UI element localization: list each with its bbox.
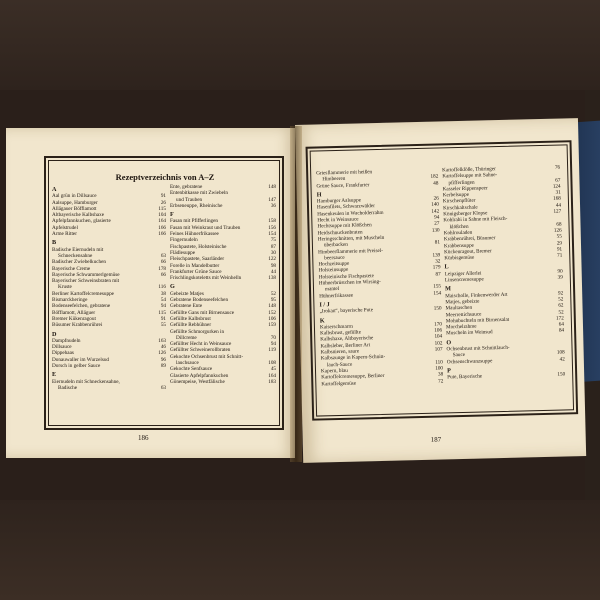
entry-title: Schneckensahne bbox=[58, 252, 93, 259]
entry-page: 106 bbox=[268, 315, 276, 322]
left-column-2 bbox=[170, 184, 276, 385]
entry-title: Frischlingskoteletts mit Weinhelln bbox=[170, 275, 242, 282]
index-entry bbox=[170, 203, 276, 209]
entry-title: Hechtsuppe mit Klößchen bbox=[317, 222, 372, 230]
entry-title: lauch-Sauce bbox=[326, 361, 353, 368]
entry-page: 72 bbox=[438, 377, 444, 385]
index-letter: I / J bbox=[319, 301, 330, 309]
entry-page: 159 bbox=[268, 322, 276, 329]
index-entry bbox=[319, 306, 441, 315]
entry-title: Kaiserschmarrn bbox=[319, 323, 353, 331]
entry-title: Glasierte Apfelpfannkuchen bbox=[170, 372, 229, 379]
entry-page: 170 bbox=[434, 321, 442, 328]
entry-title: Kalbsleber, Berliner Art bbox=[320, 341, 371, 350]
entry-page: 94 bbox=[160, 303, 166, 310]
entry-title: Arme Ritter bbox=[52, 231, 77, 238]
left-page bbox=[6, 128, 295, 458]
index-letter: L bbox=[444, 263, 449, 271]
entry-title: Mohnbuchteln mit Birnensalat bbox=[445, 316, 510, 325]
entry-page: 156 bbox=[268, 224, 276, 231]
background-bottom bbox=[0, 500, 600, 600]
entry-page: 70 bbox=[270, 334, 276, 341]
entry-page: 67 bbox=[555, 177, 561, 184]
index-entry bbox=[52, 385, 166, 391]
entry-page: 62 bbox=[558, 302, 564, 309]
entry-title: Gebeizte Matjes bbox=[170, 290, 204, 297]
entry-page: 44 bbox=[555, 202, 562, 209]
entry-title: Kirschenpflüter bbox=[442, 198, 476, 205]
entry-title: Krabbenrührei, Büsumer bbox=[443, 235, 496, 243]
entry-title: Dorsch in gelber Sauce bbox=[52, 363, 101, 370]
entry-page: 45 bbox=[270, 366, 276, 373]
entry-page: 38 bbox=[160, 290, 166, 297]
entry-page: 39 bbox=[557, 274, 563, 281]
entry-title: Frankfurter Grüne Sauce bbox=[170, 268, 222, 275]
entry-title: Gefüllter Hecht in Weinsauce bbox=[170, 341, 232, 348]
entry-page: 106 bbox=[434, 327, 443, 334]
entry-title: Gekochte Ochsenbrust mit Schnitt- bbox=[170, 353, 244, 360]
entry-title: Aal grün in Dillsauce bbox=[52, 193, 97, 200]
index-entry bbox=[170, 275, 276, 281]
entry-page: 31 bbox=[555, 189, 561, 196]
entry-title: Eiernudeln mit Schneckensahne, bbox=[52, 378, 120, 385]
entry-title: Forelle in Mandelbutter bbox=[170, 262, 220, 269]
entry-page: 172 bbox=[555, 315, 564, 322]
page-number-left: 186 bbox=[138, 434, 149, 442]
entry-title: Apfelstrudel bbox=[52, 224, 78, 231]
entry-page: 178 bbox=[158, 265, 166, 272]
entry-page: 44 bbox=[270, 268, 276, 275]
entry-title: Kartoffelsuppe mit Sahne- bbox=[442, 172, 498, 180]
entry-title: beersauce bbox=[324, 254, 345, 262]
entry-page: 29 bbox=[556, 240, 563, 247]
entry-title: Badische bbox=[58, 384, 78, 391]
entry-page: 91 bbox=[160, 193, 166, 200]
entry-page: 138 bbox=[268, 275, 276, 282]
entry-title: Hamburger Aalsuppe bbox=[316, 197, 362, 205]
entry-page: 76 bbox=[554, 164, 561, 171]
entry-title: Linsencremesuppe bbox=[444, 276, 484, 284]
entry-title: Heringsschnitten, mit Muscheln bbox=[317, 234, 385, 243]
entry-title: Dillcreme bbox=[176, 334, 197, 341]
entry-title: Bismarckheringe bbox=[52, 297, 88, 304]
entry-page: 164 bbox=[268, 372, 276, 379]
entry-page: 100 bbox=[435, 365, 444, 372]
entry-title: Gebratene Bodenseefelchen bbox=[170, 297, 229, 304]
entry-title: lauchsauce bbox=[176, 360, 199, 367]
entry-title: Gebratene Ente bbox=[170, 303, 203, 310]
right-page bbox=[295, 118, 586, 463]
index-entry bbox=[52, 322, 166, 328]
entry-title: Hasenkeulen in Wacholderrahm bbox=[317, 209, 384, 218]
entry-title: Gefüllte Rebhühner bbox=[170, 322, 212, 329]
entry-title: Dillsauce bbox=[52, 344, 72, 351]
entry-title: Kartoffelgemüse bbox=[321, 380, 357, 387]
right-column-1 bbox=[316, 168, 443, 388]
entry-title: Heidschnuckenbraten bbox=[317, 229, 363, 237]
entry-page: 36 bbox=[270, 202, 276, 209]
entry-page: 110 bbox=[435, 359, 443, 366]
entry-title: Maischolle, Finkenwerder Art bbox=[445, 291, 508, 300]
entry-title: Badischer Zwiebelkuchen bbox=[52, 259, 107, 266]
entry-title: pfifferlingen bbox=[448, 179, 475, 186]
entry-page: 182 bbox=[430, 173, 439, 181]
entry-page: 147 bbox=[268, 196, 276, 203]
entry-title: Grüne Sauce, Frankfurter bbox=[316, 181, 370, 190]
left-column-1 bbox=[52, 184, 166, 391]
page-number-right: 187 bbox=[430, 435, 442, 444]
entry-page: 130 bbox=[431, 227, 440, 234]
entry-title: Maultaschen bbox=[445, 304, 473, 312]
index-letter: B bbox=[52, 239, 57, 247]
entry-title: Kasseler Rippenspeer bbox=[442, 185, 488, 193]
entry-title: Ochsenschwanzsuppe bbox=[446, 357, 493, 365]
index-letter: K bbox=[319, 316, 325, 324]
entry-page: 66 bbox=[160, 259, 166, 266]
entry-page: 152 bbox=[268, 309, 276, 316]
entry-page: 166 bbox=[158, 224, 166, 231]
entry-title: Kürbisgemüse bbox=[444, 254, 475, 262]
entry-page: 140 bbox=[431, 201, 440, 209]
entry-title: Kruste bbox=[58, 284, 72, 291]
entry-title: Himbeeren bbox=[322, 176, 346, 183]
entry-page: 168 bbox=[553, 196, 561, 203]
entry-title: und Trauben bbox=[176, 196, 203, 203]
entry-page: 32 bbox=[435, 258, 441, 265]
entry-page: 27 bbox=[434, 220, 440, 228]
entry-page: 142 bbox=[431, 208, 440, 215]
entry-page: 55 bbox=[556, 233, 562, 240]
entry-page: 54 bbox=[160, 297, 166, 304]
entry-page: 26 bbox=[433, 195, 439, 202]
entry-page: 155 bbox=[433, 283, 442, 291]
entry-page: 154 bbox=[268, 231, 276, 238]
entry-title: Kartoffelklöße, Thüringer bbox=[442, 166, 496, 174]
entry-page: 87 bbox=[435, 271, 441, 278]
entry-title: Himbeerflammerie mit Preisel- bbox=[318, 247, 383, 256]
book-gutter bbox=[290, 126, 302, 462]
entry-page: 163 bbox=[158, 337, 166, 344]
entry-page: 63 bbox=[160, 384, 166, 391]
entry-page: 104 bbox=[158, 212, 166, 219]
entry-title: Flädlesuppe bbox=[170, 249, 196, 256]
entry-title: Kohlrabi in Sahne mit Fleisch- bbox=[443, 216, 508, 224]
entry-title: Apfelpfannkuchen, glasierte bbox=[52, 218, 111, 225]
entry-page: 183 bbox=[268, 378, 276, 385]
entry-page: 68 bbox=[556, 221, 562, 228]
entry-title: Muscheln im Weinsud bbox=[446, 329, 493, 337]
entry-page: 158 bbox=[268, 218, 276, 225]
right-column-2 bbox=[442, 165, 565, 381]
entry-title: Allägauer Böfflamott bbox=[52, 205, 97, 212]
entry-title: Fasan mit Weinkraut und Trauben bbox=[170, 224, 241, 231]
entry-title: Meerrettichsauce bbox=[445, 311, 482, 318]
entry-title: Badische Eiernudeln mit bbox=[52, 246, 104, 253]
entry-page: 119 bbox=[268, 347, 276, 354]
entry-title: Altbayerische Kalbshaxe bbox=[52, 212, 104, 219]
entry-title: Ente, gebratene bbox=[170, 184, 203, 190]
entry-title: Griesflammerie mit heißen bbox=[316, 169, 373, 177]
entry-page: 52 bbox=[558, 309, 564, 316]
entry-page: 91 bbox=[160, 315, 166, 322]
entry-title: Kalbsnieren, saure bbox=[320, 348, 360, 356]
entry-page: 48 bbox=[433, 180, 439, 187]
entry-page: 26 bbox=[160, 199, 166, 206]
entry-page: 90 bbox=[557, 268, 563, 275]
entry-title: Böfflamott, Alläguer bbox=[52, 309, 96, 316]
entry-page: 75 bbox=[270, 237, 276, 244]
entry-title: Fleischpastete, Saarländer bbox=[170, 256, 225, 263]
entry-page: 96 bbox=[160, 356, 166, 363]
entry-title: Kalbsbrust, gefüllte bbox=[320, 329, 362, 337]
entry-title: klößchen bbox=[449, 223, 469, 230]
entry-page: 94 bbox=[270, 341, 276, 348]
entry-page: 30 bbox=[270, 249, 276, 256]
entry-title: Holsteinsuppe bbox=[318, 267, 349, 274]
entry-title: Sauce bbox=[452, 352, 466, 359]
entry-page: 89 bbox=[160, 363, 166, 370]
entry-page: 126 bbox=[158, 350, 166, 357]
entry-title: Kückenragout, Bremer bbox=[444, 248, 492, 256]
entry-title: Gefüllte Kalbsbrust bbox=[170, 315, 211, 322]
entry-page: 148 bbox=[268, 303, 276, 310]
entry-title: Fischpastete, Holsteinische bbox=[170, 243, 227, 250]
entry-page: 150 bbox=[433, 305, 442, 312]
entry-title: Gekochte Senfsauce bbox=[170, 366, 213, 373]
entry-page: 122 bbox=[268, 256, 276, 263]
entry-title: Gefüllter Schweinerollbraten bbox=[170, 347, 231, 354]
entry-page: 102 bbox=[434, 340, 443, 347]
entry-title: Gefüllte Schmorgurken in bbox=[170, 328, 225, 335]
index-letter: D bbox=[52, 330, 57, 338]
entry-title: überbacken bbox=[323, 242, 348, 249]
entry-title: Kirschkaltschale bbox=[443, 204, 478, 212]
entry-page: 66 bbox=[160, 271, 166, 278]
entry-page: 107 bbox=[434, 346, 443, 353]
entry-title: Kerbelsuppe bbox=[442, 191, 470, 199]
entry-page: 127 bbox=[553, 208, 562, 215]
entry-page: 164 bbox=[158, 218, 166, 225]
entry-title: Ochsenbrust mit Schnittlauch- bbox=[446, 344, 510, 353]
index-letter: O bbox=[446, 338, 452, 347]
entry-page: 91 bbox=[556, 246, 563, 253]
entry-title: Kartoffelcremesuppe, Berliner bbox=[321, 373, 385, 381]
entry-title: Gönempeise, Westfälische bbox=[170, 378, 225, 385]
entry-title: Kalbshaxe, Altbayerische bbox=[320, 335, 374, 343]
entry-title: Hochzeitsuppe bbox=[318, 260, 350, 268]
entry-page: 95 bbox=[270, 297, 276, 304]
entry-title: Fasan mit Pfifferlingen bbox=[170, 218, 219, 225]
entry-title: Morchelrahme bbox=[445, 323, 477, 331]
entry-page: 98 bbox=[270, 262, 276, 269]
page-title: Rezeptverzeichnis von A–Z bbox=[115, 172, 215, 182]
entry-page: 92 bbox=[557, 290, 564, 297]
entry-title: Entenbitkasse mit Zwiebeln bbox=[170, 190, 228, 197]
entry-title: Hasenfilets, Schwarzwälder bbox=[316, 203, 375, 211]
entry-title: Büsumer Krabbenrührei bbox=[52, 322, 103, 329]
entry-title: Matjes, gebeizte bbox=[445, 298, 480, 306]
entry-title: Aalsuppe, Hamburger bbox=[52, 199, 98, 206]
entry-title: Berliner Kartoffelcremesuppe bbox=[52, 290, 114, 297]
entry-title: Krabbensuppe bbox=[443, 242, 475, 249]
entry-page: 81 bbox=[434, 239, 440, 246]
entry-title: Dippehaas bbox=[52, 350, 74, 357]
entry-title: Dampfnudeln bbox=[52, 337, 81, 344]
index-letter: M bbox=[444, 285, 451, 293]
entry-page: 124 bbox=[552, 183, 561, 190]
entry-title: Holsteinische Fischpastete bbox=[318, 272, 374, 281]
entry-title: Erbseneuppe, Rheinische bbox=[170, 202, 223, 209]
entry-title: Kapern, blau bbox=[320, 367, 348, 375]
entry-page: 108 bbox=[556, 349, 565, 356]
entry-title: Bodenseefelchen, gebratene bbox=[52, 303, 111, 310]
entry-title: „Irokan“, bayerische Pute bbox=[319, 307, 374, 315]
entry-page: 148 bbox=[268, 184, 276, 190]
entry-title: Hühnerfrikassee bbox=[319, 292, 354, 300]
entry-page: 108 bbox=[268, 360, 276, 367]
entry-page: 115 bbox=[158, 205, 166, 212]
entry-title: Königsberger Klopse bbox=[443, 210, 488, 218]
entry-page: 52 bbox=[270, 290, 276, 297]
entry-title: Bremer Kükenragout bbox=[52, 315, 96, 322]
entry-page: 115 bbox=[158, 309, 166, 316]
entry-title: Feines Hühnerfrikassee bbox=[170, 231, 219, 238]
background-top bbox=[0, 0, 600, 90]
entry-page: 87 bbox=[270, 243, 276, 250]
entry-title: Fingernudeln bbox=[170, 237, 198, 244]
entry-title: Hühnerbrüstchen im Wirsing- bbox=[318, 278, 381, 287]
entry-page: 179 bbox=[432, 264, 441, 272]
entry-title: Leipziger Allerlei bbox=[444, 270, 482, 278]
entry-page: 154 bbox=[433, 290, 442, 297]
index-letter: F bbox=[170, 211, 174, 219]
index-entry bbox=[170, 379, 276, 385]
entry-title: Kohlrouladen bbox=[443, 229, 473, 237]
entry-title: Donauwaller im Wurzelsud bbox=[52, 356, 110, 363]
entry-title: Bayerische Schwammerlgemüse bbox=[52, 271, 120, 278]
entry-page: 116 bbox=[158, 284, 166, 291]
entry-page: 64 bbox=[558, 321, 565, 328]
entry-title: Kalbszunge in Kapern-Schnitt- bbox=[320, 354, 386, 362]
index-entry bbox=[52, 363, 166, 369]
entry-title: Bayerischer Schweinsbraten mit bbox=[52, 278, 120, 285]
entry-page: 71 bbox=[557, 252, 563, 259]
index-letter: A bbox=[52, 186, 57, 193]
entry-page: 104 bbox=[434, 333, 443, 341]
index-letter: P bbox=[446, 367, 451, 375]
entry-page: 42 bbox=[559, 356, 565, 363]
entry-page: 126 bbox=[553, 227, 562, 234]
entry-page: 55 bbox=[160, 322, 166, 329]
index-letter: E bbox=[52, 371, 57, 379]
entry-page: 166 bbox=[158, 231, 166, 238]
entry-page: 46 bbox=[160, 344, 166, 351]
entry-title: Hecht in Weinsauce bbox=[317, 216, 359, 224]
index-letter: G bbox=[170, 283, 175, 291]
entry-page: 84 bbox=[558, 327, 565, 335]
index-letter: H bbox=[316, 191, 322, 199]
entry-title: Pute, Bayerische bbox=[447, 373, 483, 381]
entry-page: 94 bbox=[434, 214, 440, 221]
entry-title: Bayerische Creme bbox=[52, 265, 91, 272]
entry-page: 150 bbox=[557, 371, 566, 378]
entry-page: 139 bbox=[432, 252, 441, 259]
entry-page: 52 bbox=[558, 296, 564, 303]
index-entry bbox=[52, 231, 166, 237]
entry-page: 38 bbox=[437, 371, 444, 378]
entry-page: 63 bbox=[160, 252, 166, 259]
entry-title: Gefüllte Gans mit Birnensauce bbox=[170, 309, 235, 316]
entry-title: mantel bbox=[324, 286, 340, 293]
